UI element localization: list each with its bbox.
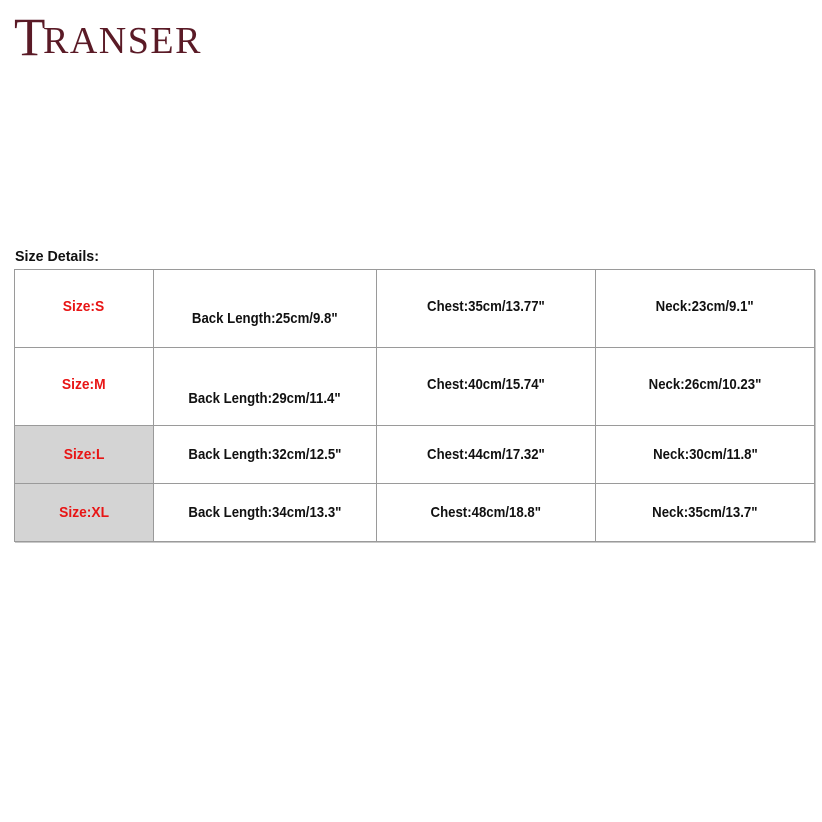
neck-value: Neck:23cm/9.1"	[655, 298, 754, 315]
chest-value: Chest:44cm/17.32"	[427, 446, 545, 463]
chest-cell	[377, 270, 596, 348]
neck-cell	[596, 348, 815, 426]
neck-cell	[596, 484, 815, 542]
size-chart-table	[14, 269, 815, 542]
table-row	[15, 270, 815, 348]
section-title: Size Details:	[15, 248, 99, 265]
back-length-cell	[154, 270, 377, 348]
neck-value: Neck:26cm/10.23"	[648, 376, 762, 393]
chest-value: Chest:35cm/13.77"	[427, 298, 545, 315]
brand-logo	[14, 4, 202, 67]
size-label-cell	[15, 270, 154, 348]
logo-wordmark: RANSER	[43, 20, 202, 62]
back-length-cell	[154, 426, 377, 484]
size-label: Size:L	[63, 446, 105, 463]
size-label-cell	[15, 484, 154, 542]
neck-value: Neck:35cm/13.7"	[652, 504, 758, 521]
neck-cell	[596, 270, 815, 348]
chest-cell	[377, 426, 596, 484]
back-length-cell	[154, 484, 377, 542]
back-length-cell	[154, 348, 377, 426]
size-label-cell	[15, 426, 154, 484]
logo-initial: T	[14, 7, 46, 67]
neck-cell	[596, 426, 815, 484]
back-length-value: Back Length:29cm/11.4"	[188, 390, 342, 407]
back-length-value: Back Length:34cm/13.3"	[188, 504, 342, 521]
table-row	[15, 426, 815, 484]
size-label-cell	[15, 348, 154, 426]
back-length-value: Back Length:25cm/9.8"	[192, 310, 338, 327]
neck-value: Neck:30cm/11.8"	[652, 446, 758, 463]
size-label: Size:XL	[59, 504, 109, 521]
chest-cell	[377, 348, 596, 426]
size-label: Size:M	[62, 376, 106, 393]
back-length-value: Back Length:32cm/12.5"	[188, 446, 342, 463]
chest-value: Chest:40cm/15.74"	[427, 376, 545, 393]
size-label: Size:S	[63, 298, 105, 315]
chest-cell	[377, 484, 596, 542]
table-row	[15, 484, 815, 542]
chest-value: Chest:48cm/18.8"	[430, 504, 542, 521]
table-row	[15, 348, 815, 426]
